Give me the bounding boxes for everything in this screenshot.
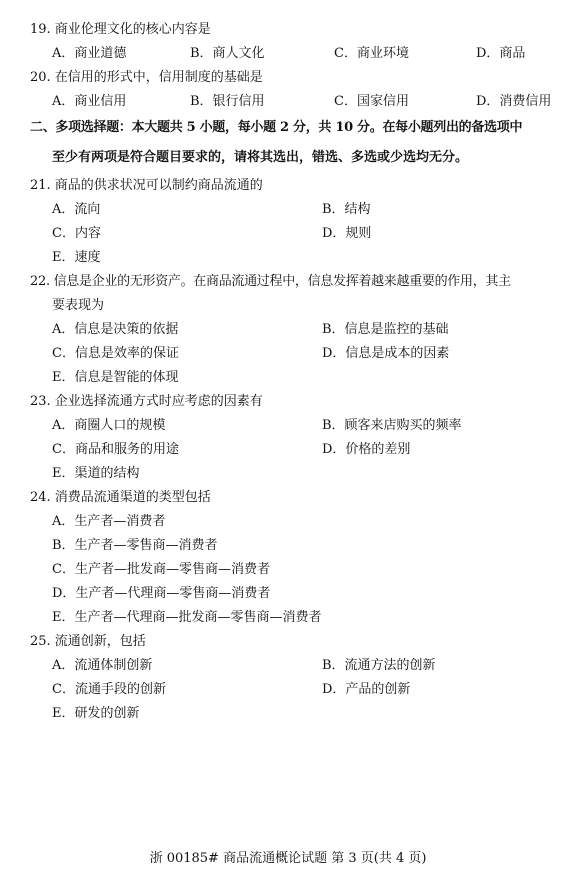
- q24-option-b: B．生产者—零售商—消费者: [52, 538, 218, 553]
- q22-option-d: D．信息是成本的因素: [322, 346, 450, 361]
- q25-option-d: D．产品的创新: [322, 682, 411, 697]
- question-24-stem: 24. 消费品流通渠道的类型包括: [30, 490, 211, 505]
- q20-option-a: A．商业信用: [52, 94, 127, 109]
- q22-option-b: B．信息是监控的基础: [322, 322, 449, 337]
- q19-option-b: B．商人文化: [190, 46, 265, 61]
- q22-option-e: E．信息是智能的体现: [52, 370, 179, 385]
- q24-option-c: C．生产者—批发商—零售商—消费者: [52, 562, 270, 577]
- q21-option-d: D．规则: [322, 226, 372, 241]
- q24-option-a: A．生产者—消费者: [52, 514, 166, 529]
- q23-option-b: B．顾客来店购买的频率: [322, 418, 462, 433]
- q20-option-d: D．消费信用: [476, 94, 552, 109]
- q21-option-a: A．流向: [52, 202, 101, 217]
- question-21-stem: 21. 商品的供求状况可以制约商品流通的: [30, 178, 263, 193]
- section-2-instructions-line1: 二、多项选择题：本大题共 5 小题，每小题 2 分，共 10 分。在每小题列出的备选项中: [30, 120, 523, 135]
- q23-option-c: C．商品和服务的用途: [52, 442, 179, 457]
- q22-option-c: C．信息是效率的保证: [52, 346, 179, 361]
- q19-option-d: D．商品: [476, 46, 526, 61]
- q22-option-a: A．信息是决策的依据: [52, 322, 179, 337]
- q21-option-b: B．结构: [322, 202, 371, 217]
- q20-option-b: B．银行信用: [190, 94, 265, 109]
- question-20-stem: 20. 在信用的形式中，信用制度的基础是: [30, 70, 263, 85]
- q25-option-c: C．流通手段的创新: [52, 682, 166, 697]
- q23-option-e: E．渠道的结构: [52, 466, 140, 481]
- page-footer: 浙 00185# 商品流通概论试题 第 3 页(共 4 页): [149, 851, 427, 866]
- q24-option-d: D．生产者—代理商—零售商—消费者: [52, 586, 271, 601]
- q23-option-a: A．商圈人口的规模: [52, 418, 166, 433]
- question-25-stem: 25. 流通创新，包括: [30, 634, 146, 649]
- q19-option-a: A．商业道德: [52, 46, 127, 61]
- section-2-instructions-line2: 至少有两项是符合题目要求的，请将其选出，错选、多选或少选均无分。: [52, 150, 469, 165]
- q24-option-e: E．生产者—代理商—批发商—零售商—消费者: [52, 610, 322, 625]
- q25-option-b: B．流通方法的创新: [322, 658, 436, 673]
- q25-option-e: E．研发的创新: [52, 706, 140, 721]
- question-19-stem: 19. 商业伦理文化的核心内容是: [30, 22, 211, 37]
- q21-option-c: C．内容: [52, 226, 101, 241]
- q23-option-d: D．价格的差别: [322, 442, 411, 457]
- question-22-stem-line2: 要表现为: [52, 298, 105, 313]
- q25-option-a: A．流通体制创新: [52, 658, 153, 673]
- q19-option-c: C．商业环境: [334, 46, 409, 61]
- q21-option-e: E．速度: [52, 250, 101, 265]
- q20-option-c: C．国家信用: [334, 94, 409, 109]
- question-23-stem: 23. 企业选择流通方式时应考虑的因素有: [30, 394, 263, 409]
- question-22-stem-line1: 22. 信息是企业的无形资产。在商品流通过程中，信息发挥着越来越重要的作用，其主: [30, 274, 511, 289]
